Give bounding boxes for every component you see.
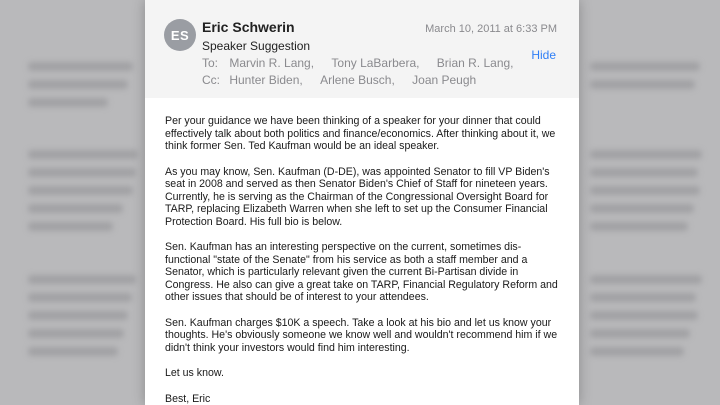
sender-avatar: ES (164, 19, 196, 51)
recipient[interactable]: Marvin R. Lang, (229, 56, 315, 70)
body-paragraph: Sen. Kaufman charges $10K a speech. Take a look at his bio and let us know your thoughts. He's obviously someone we know well and wouldn't recommend him if we didn't think your investors would find him interesting. (165, 316, 558, 354)
cc-label: Cc: (202, 73, 220, 87)
recipient[interactable]: Tony LaBarbera, (331, 56, 420, 70)
email-subject: Speaker Suggestion (202, 39, 311, 53)
body-paragraph: Let us know. (165, 367, 224, 379)
cc-recipients (202, 73, 490, 87)
email-message (145, 0, 579, 405)
body-paragraph: As you may know, Sen. Kaufman (D-DE), was appointed Senator to fill VP Biden's seat in 2008 and served as then Senator Biden's Chief of Staff for nineteen years. Currently, he is serving as the Chairman of the Congressional Oversight Board for TARP, replacing Elizabeth Warren when she left to set up the Consumer Financial Protection Board. His full bio is below. (165, 165, 550, 228)
recipient[interactable]: Arlene Busch, (320, 73, 395, 87)
to-recipients (202, 56, 528, 70)
email-header (145, 0, 579, 98)
recipient[interactable]: Brian R. Lang, (436, 56, 514, 70)
sender-name: Eric Schwerin (202, 19, 295, 35)
body-paragraph: Per your guidance we have been thinking of a speaker for your dinner that could effectively talk about both politics and finance/economics. After thinking about it, we think former Sen. Ted Kaufman would be an ideal speaker. (165, 115, 556, 152)
recipient[interactable]: Hunter Biden, (229, 73, 303, 87)
hide-details-link[interactable]: Hide (531, 48, 556, 62)
signature: Best, Eric (165, 392, 211, 405)
email-body (165, 115, 565, 405)
to-label: To: (202, 56, 219, 70)
sent-date: March 10, 2011 at 6:33 PM (425, 23, 557, 35)
body-paragraph: Sen. Kaufman has an interesting perspective on the current, sometimes dis-functional "state of the Senate" from his service as both a staff member and a Senator, which is particularly relevant given the current Bi-Partisan divide in Congress. He also can give a great take on TARP, Financial Regulatory Reform and other issues that should be of interest to your attendees. (165, 241, 558, 303)
recipient[interactable]: Joan Peugh (412, 73, 477, 87)
